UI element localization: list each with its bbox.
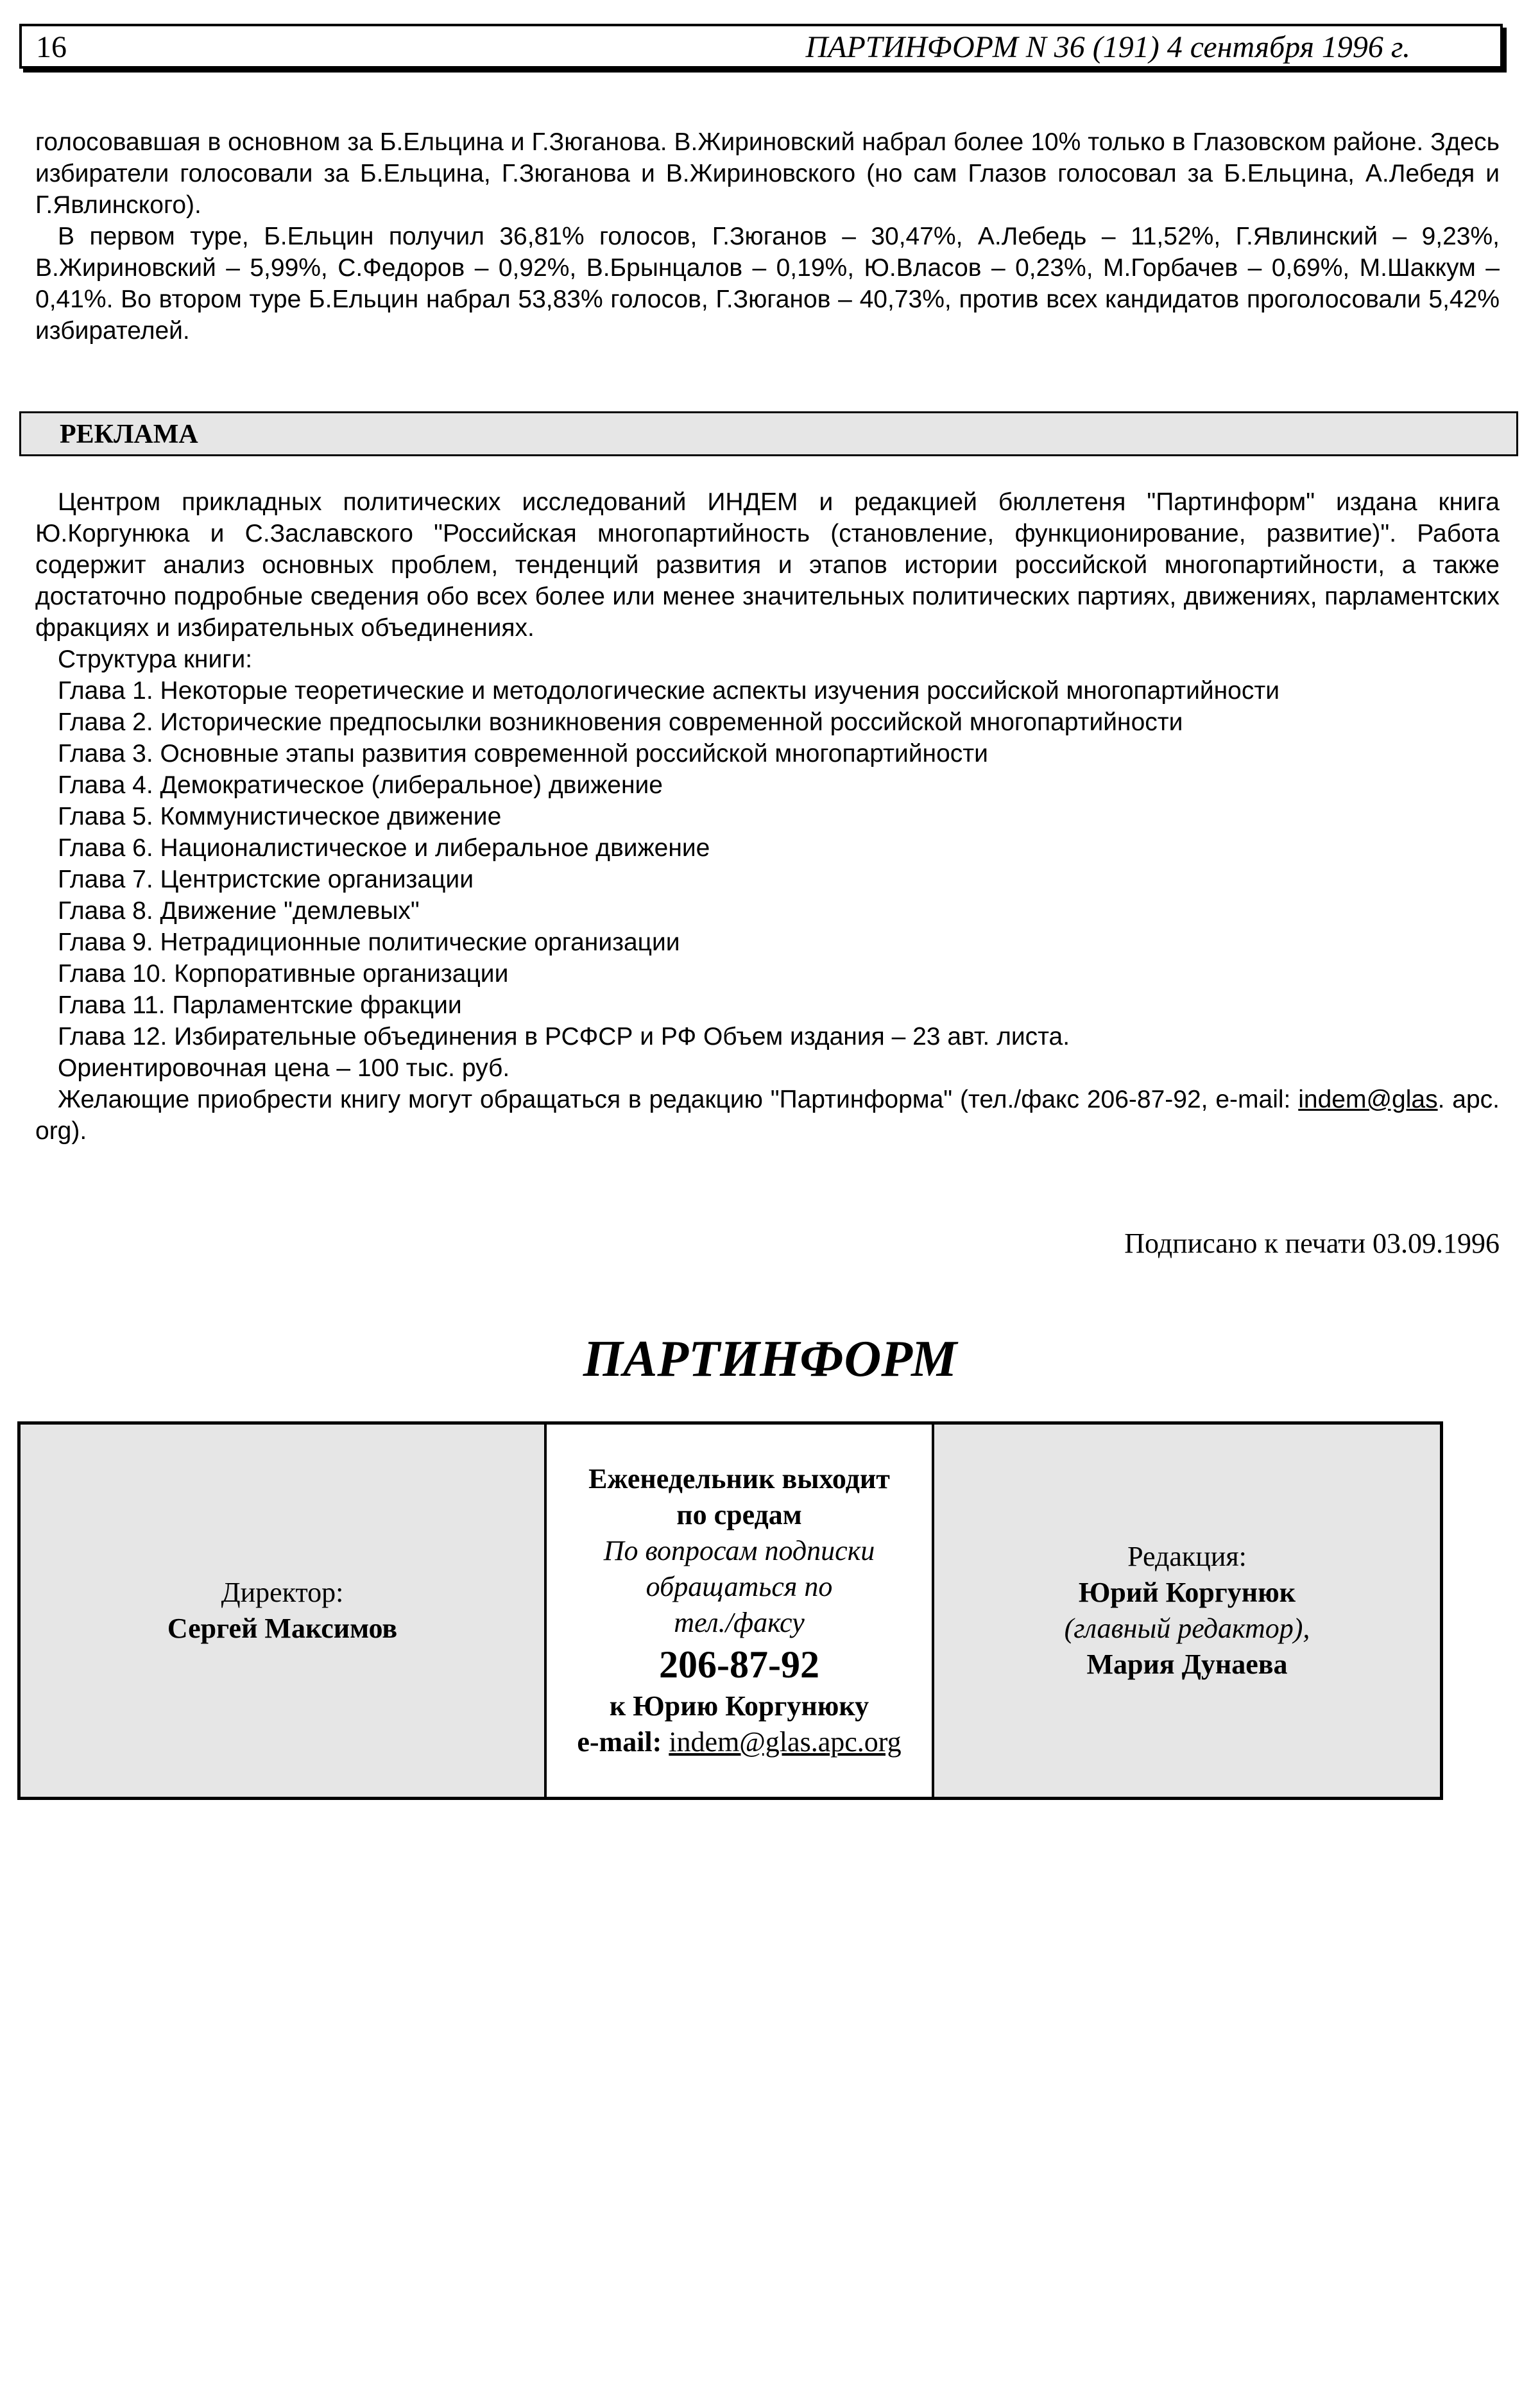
subscription-line-1: По вопросам подписки — [603, 1535, 875, 1566]
issue-line: ПАРТИНФОРМ N 36 (191) 4 сентября 1996 г. — [805, 30, 1410, 64]
editors-cell — [934, 1425, 1440, 1797]
ad-paragraph: Центром прикладных политических исследований ИНДЕМ и редакцией бюллетеня "Партинформ" издана книга Ю.Коргунюка и С.Заславского "Российская многопартийность (становление, функционирование, развитие)". Работа содержит анализ основных проблем, тенденций развития и этапов истории российской многопартийности, а также достаточно подробные сведения обо всех более или менее значительных политических партиях, движениях, парламентских фракциях и избирательных объединениях. — [35, 488, 1500, 642]
chapter-item: Глава 10. Корпоративные организации — [58, 960, 509, 988]
chapter-item: Глава 6. Националистическое и либеральное движение — [58, 834, 710, 862]
page-number: 16 — [36, 30, 67, 64]
page-header — [19, 24, 1503, 69]
advertisement — [35, 486, 1500, 1147]
intro-text — [35, 126, 1500, 347]
email-link[interactable]: indem@glas.apc.org — [669, 1726, 902, 1758]
signed-date: Подписано к печати 03.09.1996 — [1124, 1228, 1500, 1259]
editor-main-role: (главный редактор), — [1064, 1613, 1310, 1644]
order-email-link[interactable]: indem@glas — [1298, 1086, 1438, 1113]
email-label: e-mail: — [577, 1726, 662, 1758]
publication-cell — [547, 1425, 934, 1797]
masthead-title: ПАРТИНФОРМ — [583, 1331, 957, 1387]
chapter-item: Глава 4. Демократическое (либеральное) движение — [58, 771, 663, 799]
chapter-item: Глава 1. Некоторые теоретические и методологические аспекты изучения российской многопартийности — [58, 677, 1280, 705]
chapter-item: Глава 11. Парламентские фракции — [58, 991, 462, 1019]
weekly-line-2: по средам — [676, 1499, 802, 1530]
chapter-item: Глава 3. Основные этапы развития современной российской многопартийности — [58, 740, 988, 767]
intro-paragraph-2: В первом туре, Б.Ельцин получил 36,81% голосов, Г.Зюганов – 30,47%, А.Лебедь – 11,52%, Г.Явлинский – 9,23%, В.Жириновский – 5,99%, С.Федоров – 0,92%, В.Брынцалов – 0,19%, Ю.Власов – 0,23%, М.Горбачев – 0,69%, М.Шаккум – 0,41%. Во втором туре Б.Ельцин набрал 53,83% голосов, Г.Зюганов – 40,73%, против всех кандидатов проголосовали 5,42% избирателей. — [35, 223, 1500, 345]
chapter-item: Глава 8. Движение "демлевых" — [58, 897, 420, 925]
chapter-item: Глава 7. Центристские организации — [58, 866, 474, 893]
weekly-line-1: Еженедельник выходит — [588, 1463, 890, 1495]
imprint-table — [17, 1421, 1443, 1800]
chapter-item: Глава 5. Коммунистическое движение — [58, 803, 502, 830]
editors-label: Редакция: — [1127, 1541, 1247, 1572]
chapter-list — [35, 675, 1500, 1052]
editor-second-name: Мария Дунаева — [1086, 1649, 1288, 1680]
contact-person: к Юрию Коргунюку — [609, 1690, 869, 1722]
section-title: РЕКЛАМА — [60, 420, 198, 449]
order-paragraph — [35, 1084, 1500, 1147]
director-name: Сергей Максимов — [167, 1613, 398, 1644]
section-header — [19, 411, 1518, 456]
editor-main-name: Юрий Коргунюк — [1078, 1577, 1296, 1608]
chapter-item: Глава 2. Исторические предпосылки возникновения современной российской многопартийности — [58, 708, 1183, 736]
chapter-item: Глава 12. Избирательные объединения в РСФСР и РФ Объем издания – 23 авт. листа. — [58, 1023, 1070, 1050]
phone-number: 206-87-92 — [659, 1643, 819, 1686]
subscription-line-3: тел./факсу — [674, 1607, 805, 1638]
subscription-line-2: обращаться по — [646, 1571, 833, 1602]
director-label: Директор: — [221, 1577, 344, 1608]
order-text: Желающие приобрести книгу могут обращаться в редакцию "Партинформа" (тел./факс 206-87-92, e-mail: — [58, 1086, 1291, 1113]
email-line — [577, 1724, 901, 1760]
order-tail: . apc. org). — [35, 1086, 1500, 1145]
intro-paragraph-1: голосовавшая в основном за Б.Ельцина и Г.Зюганова. В.Жириновский набрал более 10% только в Глазовском районе. Здесь избиратели голосовали за Б.Ельцина, Г.Зюганова и В.Жириновского (но сам Глазов голосовал за Б.Ельцина, А.Лебедя и Г.Явлинского). — [35, 128, 1500, 219]
price-line: Ориентировочная цена – 100 тыс. руб. — [58, 1054, 510, 1082]
director-cell — [21, 1425, 547, 1797]
structure-label: Структура книги: — [58, 646, 253, 673]
chapter-item: Глава 9. Нетрадиционные политические организации — [58, 929, 680, 956]
